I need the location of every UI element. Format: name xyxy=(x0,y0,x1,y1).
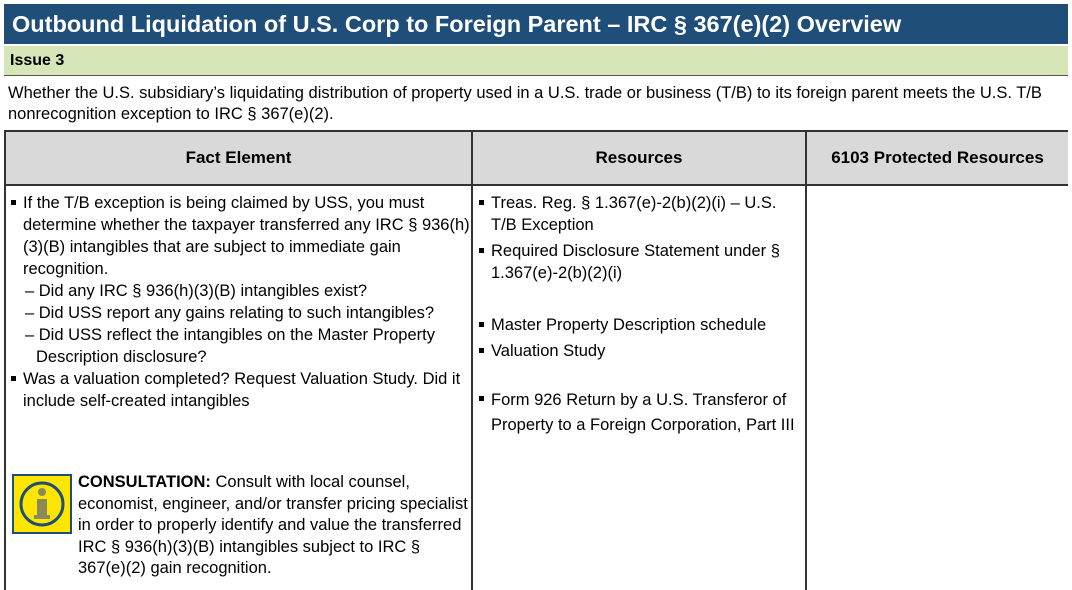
consultation-label: CONSULTATION: xyxy=(78,473,211,491)
header-6103-protected-resources: 6103 Protected Resources xyxy=(805,132,1068,186)
resource-item: Form 926 Return by a U.S. Transferor of Property to a Foreign Corporation, Part III xyxy=(478,388,803,438)
consultation-text xyxy=(78,472,472,580)
fact-sub-item: – Did any IRC § 936(h)(3)(B) intangibles exist? xyxy=(25,282,368,300)
info-icon xyxy=(12,474,72,534)
resource-item: Treas. Reg. § 1.367(e)-2(b)(2)(i) – U.S. T/B Exception xyxy=(478,192,803,236)
resource-item: Required Disclosure Statement under § 1.367(e)-2(b)(2)(i) xyxy=(478,240,803,284)
issue-label: Issue 3 xyxy=(4,46,1068,76)
fact-sub-item: – Did USS report any gains relating to such intangibles? xyxy=(25,304,435,322)
overview-table xyxy=(4,130,1068,590)
fact-bullet: Was a valuation completed? Request Valuation Study. Did it include self-created intangibles xyxy=(10,368,470,412)
fact-sub-item: – Did USS reflect the intangibles on the Master Property Description disclosure? xyxy=(25,326,435,366)
header-fact-element: Fact Element xyxy=(6,132,471,186)
page-title: Outbound Liquidation of U.S. Corp to Foreign Parent – IRC § 367(e)(2) Overview xyxy=(4,4,1068,44)
fact-bullet: If the T/B exception is being claimed by USS, you must determine whether the taxpayer transferred any IRC § 936(h)(3)(B) intangibles that are subject to immediate gain recognition. xyxy=(10,192,470,280)
header-resources: Resources xyxy=(471,132,805,186)
consultation-body: Consult with local counsel, economist, engineer, and/or transfer pricing specialist in order to properly identify and value the transferred IRC § 936(h)(3)(B) intangibles subject to IRC § 367(e)(2) gain recognition. xyxy=(78,473,468,577)
issue-description: Whether the U.S. subsidiary’s liquidating distribution of property used in a U.S. trade or business (T/B) to its foreign parent meets the U.S. T/B nonrecognition exception to IRC § 367(e)(2). xyxy=(8,84,1042,123)
resource-item: Master Property Description schedule xyxy=(478,314,803,336)
resource-item: Valuation Study xyxy=(478,340,803,362)
resources-cell xyxy=(478,192,803,438)
fact-element-cell xyxy=(10,192,470,412)
column-divider xyxy=(805,186,807,590)
consultation-note xyxy=(12,472,472,580)
